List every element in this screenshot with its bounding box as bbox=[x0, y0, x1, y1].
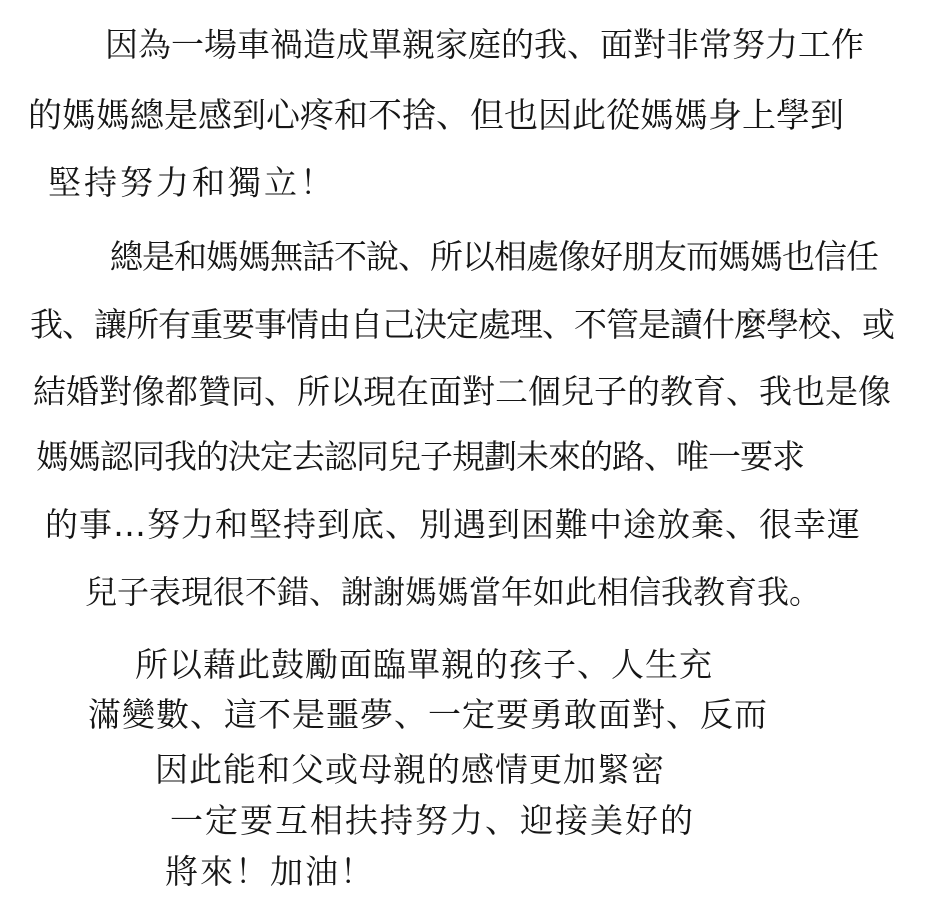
letter-line: 因為一場車禍造成單親家庭的我、面對非常努力工作 bbox=[105, 25, 864, 64]
letter-line: 滿變數、這不是噩夢、一定要勇敢面對、反而 bbox=[88, 695, 768, 734]
letter-line: 一定要互相扶持努力、迎接美好的 bbox=[170, 801, 695, 840]
letter-line: 的媽媽總是感到心疼和不捨、但也因此從媽媽身上學到 bbox=[28, 96, 844, 136]
letter-line: 所以藉此鼓勵面臨單親的孩子、人生充 bbox=[135, 645, 713, 684]
letter-line: 堅持努力和獨立！ bbox=[48, 163, 336, 202]
letter-line: 將來！加油！ bbox=[165, 852, 375, 891]
letter-line: 我、讓所有重要事情由自己決定處理、不管是讀什麼學校、或 bbox=[30, 305, 894, 344]
letter-line: 總是和媽媽無話不說、所以相處像好朋友而媽媽也信任 bbox=[110, 237, 878, 276]
letter-line: 的事…努力和堅持到底、別遇到困難中途放棄、很幸運 bbox=[45, 505, 861, 544]
letter-line: 結婚對像都贊同、所以現在面對二個兒子的教育、我也是像 bbox=[33, 372, 891, 411]
letter-line: 媽媽認同我的決定去認同兒子規劃未來的路、唯一要求 bbox=[36, 437, 804, 476]
letter-line: 因此能和父或母親的感情更加緊密 bbox=[155, 750, 665, 789]
letter-line: 兒子表現很不錯、謝謝媽媽當年如此相信我教育我。 bbox=[85, 573, 822, 611]
